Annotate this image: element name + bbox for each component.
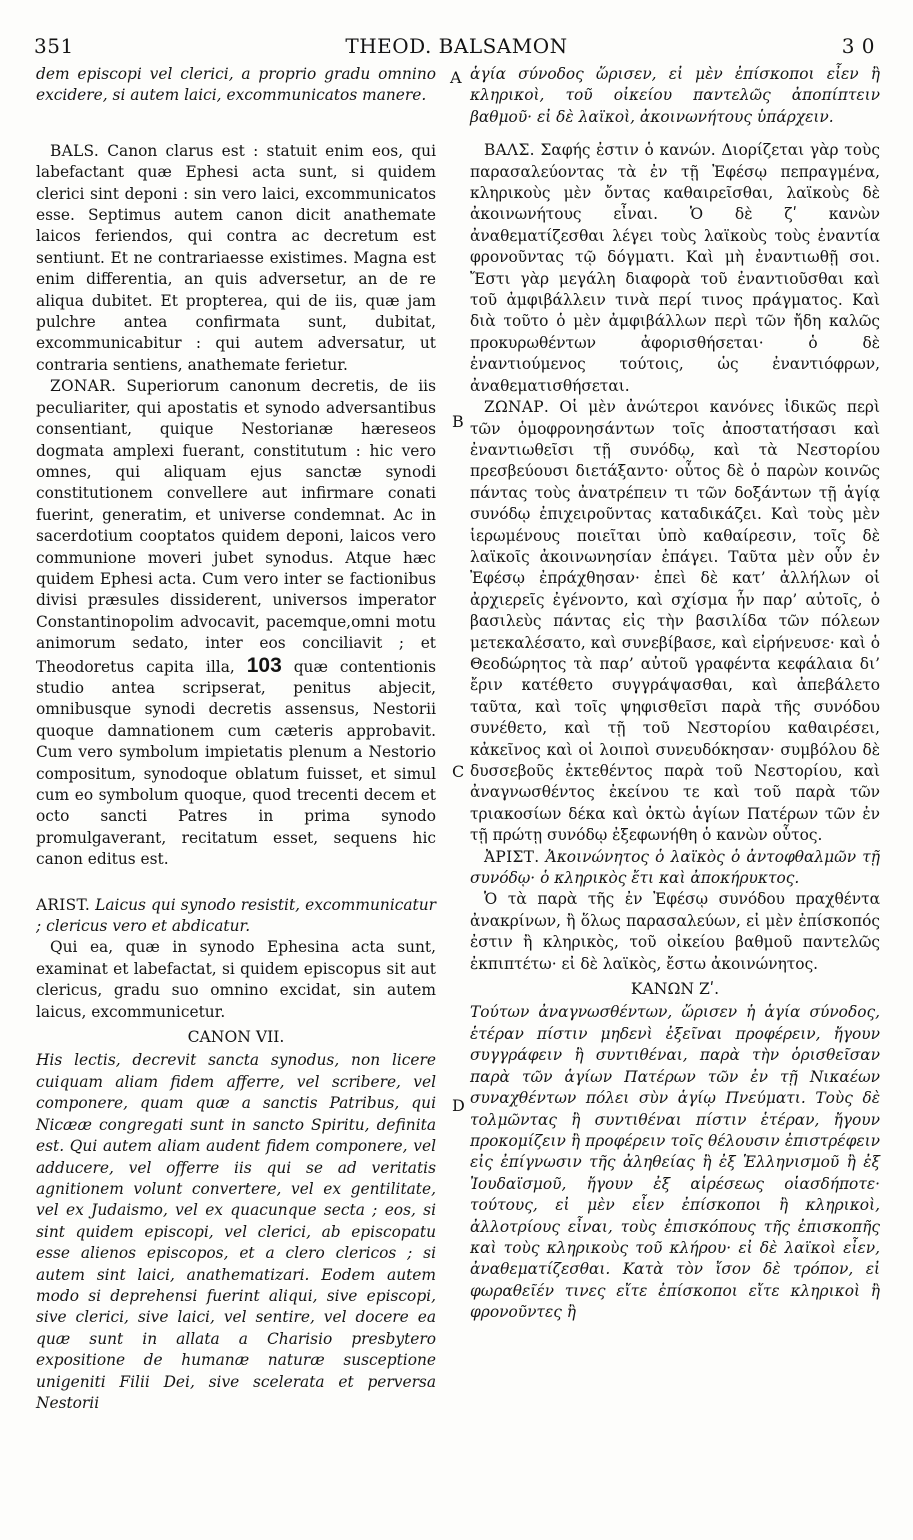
margin-letter-a: A <box>450 68 462 87</box>
greek-column <box>470 64 880 1324</box>
column-number: 3 0 <box>841 34 875 58</box>
greek-canon-end: ἁγία σύνοδος ὥρισεν, εἰ μὲν ἐπίσκοποι εἶεν ἢ κληρικοὶ, τοῦ οἰκείου παντελῶς ἀποπίπτειν βαθμοῦ· εἰ δὲ λαϊκοὶ, ἀκοινωνήτους ὑπάρχειν. <box>470 65 880 126</box>
commentator-label: ZONAR. <box>50 377 117 396</box>
commentator-label: BALS. <box>50 141 100 160</box>
margin-letter-c: C <box>452 762 465 781</box>
greek-canon-text: Τούτων ἀναγνωσθέντων, ὥρισεν ἡ ἁγία σύνοδος, ἑτέραν πίστιν μηδενὶ ἐξεῖναι προφέρειν, ἤγουν συγγράφειν ἢ συντιθέναι, παρὰ τὴν ὁρισθεῖσαν παρὰ τῶν ἁγίων Πατέρων τῶν ἐν τῇ Νικαέων συναχθέντων πόλει σὺν ἁγίῳ Πνεύματι. Τοὺς δὲ τολμῶντας ἢ συντιθέναι πίστιν ἑτέραν, ἤγουν προκομίζειν ἢ προφέρειν τοῖς θέλουσιν ἐπιστρέφειν εἰς ἐπίγνωσιν τῆς ἀληθείας ἢ ἐξ Ἑλληνισμοῦ ἢ ἐξ Ἰουδαϊσμοῦ, ἤγουν ἐξ αἱρέσεως οἱασδήποτε· τούτους, εἰ μὲν εἶεν ἐπίσκοποι ἢ κληρικοὶ, ἀλλοτρίους εἶναι, τοὺς ἐπισκόπους τῆς ἐπισκοπῆς καὶ τοὺς κληρικοὺς τοῦ κλήρου· εἰ δὲ λαϊκοὶ εἶεν, ἀναθεματίζεσθαι. Κατὰ τὸν ἴσον δὲ τρόπον, εἰ φωραθεῖέν τινες εἴτε ἐπίσκοποι εἴτε κληρικοὶ ἢ φρονοῦντες ἢ <box>470 1003 880 1322</box>
latin-canon-end: dem episcopi vel clerici, a proprio gradu omnino excidere, si autem laici, excommunicatos manere. <box>36 65 436 105</box>
latin-balsamon-commentary <box>36 141 436 376</box>
margin-letter-b: B <box>452 412 464 431</box>
greek-zonaras-commentary <box>470 397 880 847</box>
latin-canon-title: CANON VII. <box>187 1028 285 1047</box>
summary-text: Laicus qui synodo resistit, excommunicatur ; clericus vero et abdicatur. <box>36 895 436 936</box>
commentator-label: ΒΑΛΣ. <box>484 141 535 160</box>
greek-balsamon-commentary <box>470 140 880 397</box>
running-title: THEOD. BALSAMON <box>345 34 568 58</box>
commentator-label: ΖΩΝΑΡ. <box>484 398 550 417</box>
greek-aristenus-commentary: Ὁ τὰ παρὰ τῆς ἐν Ἐφέσῳ συνόδου πραχθέντα ἀνακρίνων, ἢ ὅλως παρασαλεύων, εἰ μὲν ἐπίσκοπός ἐστιν ἢ κληρικὸς, τοῦ οἰκείου βαθμοῦ παντελῶς ἐκπιπτέτω· εἰ δὲ λαϊκὸς, ἔστω ἀκοινώνητος. <box>470 890 880 973</box>
greek-aristenus-summary <box>470 847 880 890</box>
latin-zonaras-commentary <box>36 376 436 870</box>
commentary-text: Σαφής ἐστιν ὁ κανών. Διορίζεται γὰρ τοὺς παρασαλεύοντας τὰ ἐν τῇ Ἐφέσῳ πεπραγμένα, κληρικοὺς μὲν ὄντας καθαιρεῖσθαι, λαϊκοὺς δὲ ἀκοινωνήτους εἶναι. Ὁ δὲ ζʹ κανὼν ἀναθεματίζεσθαι λέγει τοὺς λαϊκοὺς τοὺς ἐναντία φρονοῦντας τῷ δόγματι. Καὶ μὴ ἐναντιωθῇ σοι. Ἔστι γὰρ μεγάλη διαφορὰ τοῦ ἐναντιοῦσθαι καὶ τοῦ ἀμφιβάλλειν τινὰ περί τινος πράγματος. Καὶ διὰ τοῦτο ὁ μὲν ἀμφιβάλλων περὶ τῶν ἤδη καλῶς προκυρωθέντων ἀφορισθήσεται· ὁ δὲ ἐναντιούμενος τούτοις, ὡς ἐναντιόφρων, ἀναθεματισθήσεται. <box>470 141 880 395</box>
greek-canon-title: ΚΑΝΩΝ Ζʹ. <box>630 980 720 999</box>
margin-letter-d: D <box>452 1096 465 1115</box>
commentary-text: Superiorum canonum decretis, de iis peculiariter, qui apostatis et synodo adversantibus consentiant, quique Nestorianæ hæreseos dogmata amplexi fuerant, constitutum : hic vero omnes, qui aliquam ejus sanctæ synodi constitutionem convellere aut infirmare conati fuerint, generatim, et universe condemnat. Ac in sacerdotium cooptatos quidem deponi, laicos vero communione moveri jubet synodus. Atque hæc quidem Ephesi acta. Cum vero inter se factionibus divisi præsules dissiderent, universos imperator Constantinopolim advocavit, pacemque,omni motu animorum sedato, inter eos conciliavit ; et Theodoretus capita illa, <box>36 377 436 676</box>
summary-text: Ἀκοινώνητος ὁ λαϊκὸς ὁ ἀντοφθαλμῶν τῇ συνόδῳ· ὁ κληρικὸς ἔτι καὶ ἀποκήρυκτος. <box>470 847 880 888</box>
latin-column <box>36 64 436 1414</box>
page-number: 351 <box>34 34 74 58</box>
latin-aristenus-commentary: Qui ea, quæ in synodo Ephesina acta sunt, examinat et labefactat, si quidem episcopus sit aut clericus, gradu suo omnino excidat, sin autem laicus, excommunicetur. <box>36 938 436 1021</box>
commentator-label: ARIST. <box>36 895 91 914</box>
commentary-text: quæ contentionis studio antea scripserat, penitus abjecit, omnibusque synodi decretis assensus, Nestorii quoque damnationem cum cæteris approbavit. Cum vero symbolum impietatis plenum a Nestorio compositum, synodoque oblatum fuisset, et simul cum eo symbolum quoque, quod trecenti decem et octo sancti Patres in prima synodo promulgaverant, recitatum esset, sequens hic canon editus est. <box>36 657 436 869</box>
commentary-text: Οἱ μὲν ἀνώτεροι κανόνες ἰδικῶς περὶ τῶν ὁμοφρονησάντων τοῖς ἀποστατήσασι καὶ ἐναντιωθεῖσι τῇ συνόδῳ, καὶ τὰ Νεστορίου πρεσβεύουσι διετάξαντο· οὗτος δὲ ὁ παρὼν κοινῶς πάντας τοὺς ἀνατρέπειν τι τῶν δοξάντων τῇ ἁγίᾳ συνόδῳ ἐπιχειροῦντας καταδικάζει. Καὶ τοὺς μὲν ἱερωμένους ποιεῖται ὑπὸ καθαίρεσιν, τοῖς δὲ λαϊκοῖς ἀκοινωνησίαν ἐπάγει. Ταῦτα μὲν οὖν ἐν Ἐφέσῳ ἐπράχθησαν· ἐπεὶ δὲ κατ’ ἀλλήλων οἱ ἀρχιερεῖς ἐγένοντο, καὶ σχίσμα ἦν παρ’ αὐτοῖς, ὁ βασιλεὺς πάντας εἰς τὴν βασιλίδα τῶν πόλεων μετεκαλέσατο, καὶ συνεβίβασε, καὶ εἰρήνευσε· καὶ ὁ Θεοδώρητος τὰ παρ’ αὐτοῦ γραφέντα κεφάλαια δι’ ἔριν κατέθετο συγγράψασθαι, καὶ ἀπεβάλετο ταῦτα, καὶ τοῖς ψηφισθεῖσι παρὰ τῆς συνόδου συνέθετο, καὶ τῇ τοῦ Νεστορίου καθαιρέσει, κἀκεῖνος καὶ οἱ λοιποὶ συνευδόκησαν· συμβόλου δὲ δυσσεβοῦς ἐκτεθέντος παρὰ τοῦ Νεστορίου, καὶ ἀναγνωσθέντος ἐκείνου τε καὶ τοῦ παρὰ τῶν τριακοσίων δέκα καὶ ὀκτὼ ἁγίων Πατέρων τῶν ἐν τῇ πρώτῃ συνόδῳ ἐξεφωνήθη ὁ κανὼν οὗτος. <box>470 398 880 845</box>
commentator-label: ἈΡΙΣΤ. <box>484 847 540 866</box>
commentary-text: Canon clarus est : statuit enim eos, qui labefactant quæ Ephesi acta sunt, si quidem clerici sint deponi : sin vero laici, excommunicatos esse. Septimus autem canon dicit anathemate laicos feriendos, qui contra ac decretum est sentiunt. Et ne contrariaesse existimes. Magna est enim differentia, an quis adversetur, an de re aliqua dubitet. Et propterea, qui de iis, quæ jam pulchre antea confirmata sunt, dubitat, excommunicabitur : qui autem adversatur, ut contraria sentiens, anathemate ferietur. <box>36 141 436 374</box>
latin-canon-text: His lectis, decrevit sancta synodus, non licere cuiquam aliam fidem afferre, vel scribere, vel componere, quam quæ a sanctis Patribus, qui Nicææ congregati sunt in sancto Spiritu, definita est. Qui autem aliam audent fidem componere, vel adducere, vel offerre iis qui se ad veritatis agnitionem volunt convertere, vel ex gentilitate, vel ex Judaismo, vel ex quacunque secta ; eos, si sint quidem episcopi, vel clerici, ab episcopatu esse alienos episcopos, et a clero clericos ; si autem sint laici, anathematizari. Eodem autem modo si deprehensi fuerint aliqui, sive episcopi, sive clerici, sive laici, vel sentire, vel docere ea quæ sunt in allata a Charisio presbytero expositione de humanæ naturæ susceptione unigeniti Filii Dei, sive scelerata et perversa Nestorii <box>36 1051 436 1412</box>
latin-aristenus-summary <box>36 895 436 938</box>
column-marker: 103 <box>246 653 282 677</box>
